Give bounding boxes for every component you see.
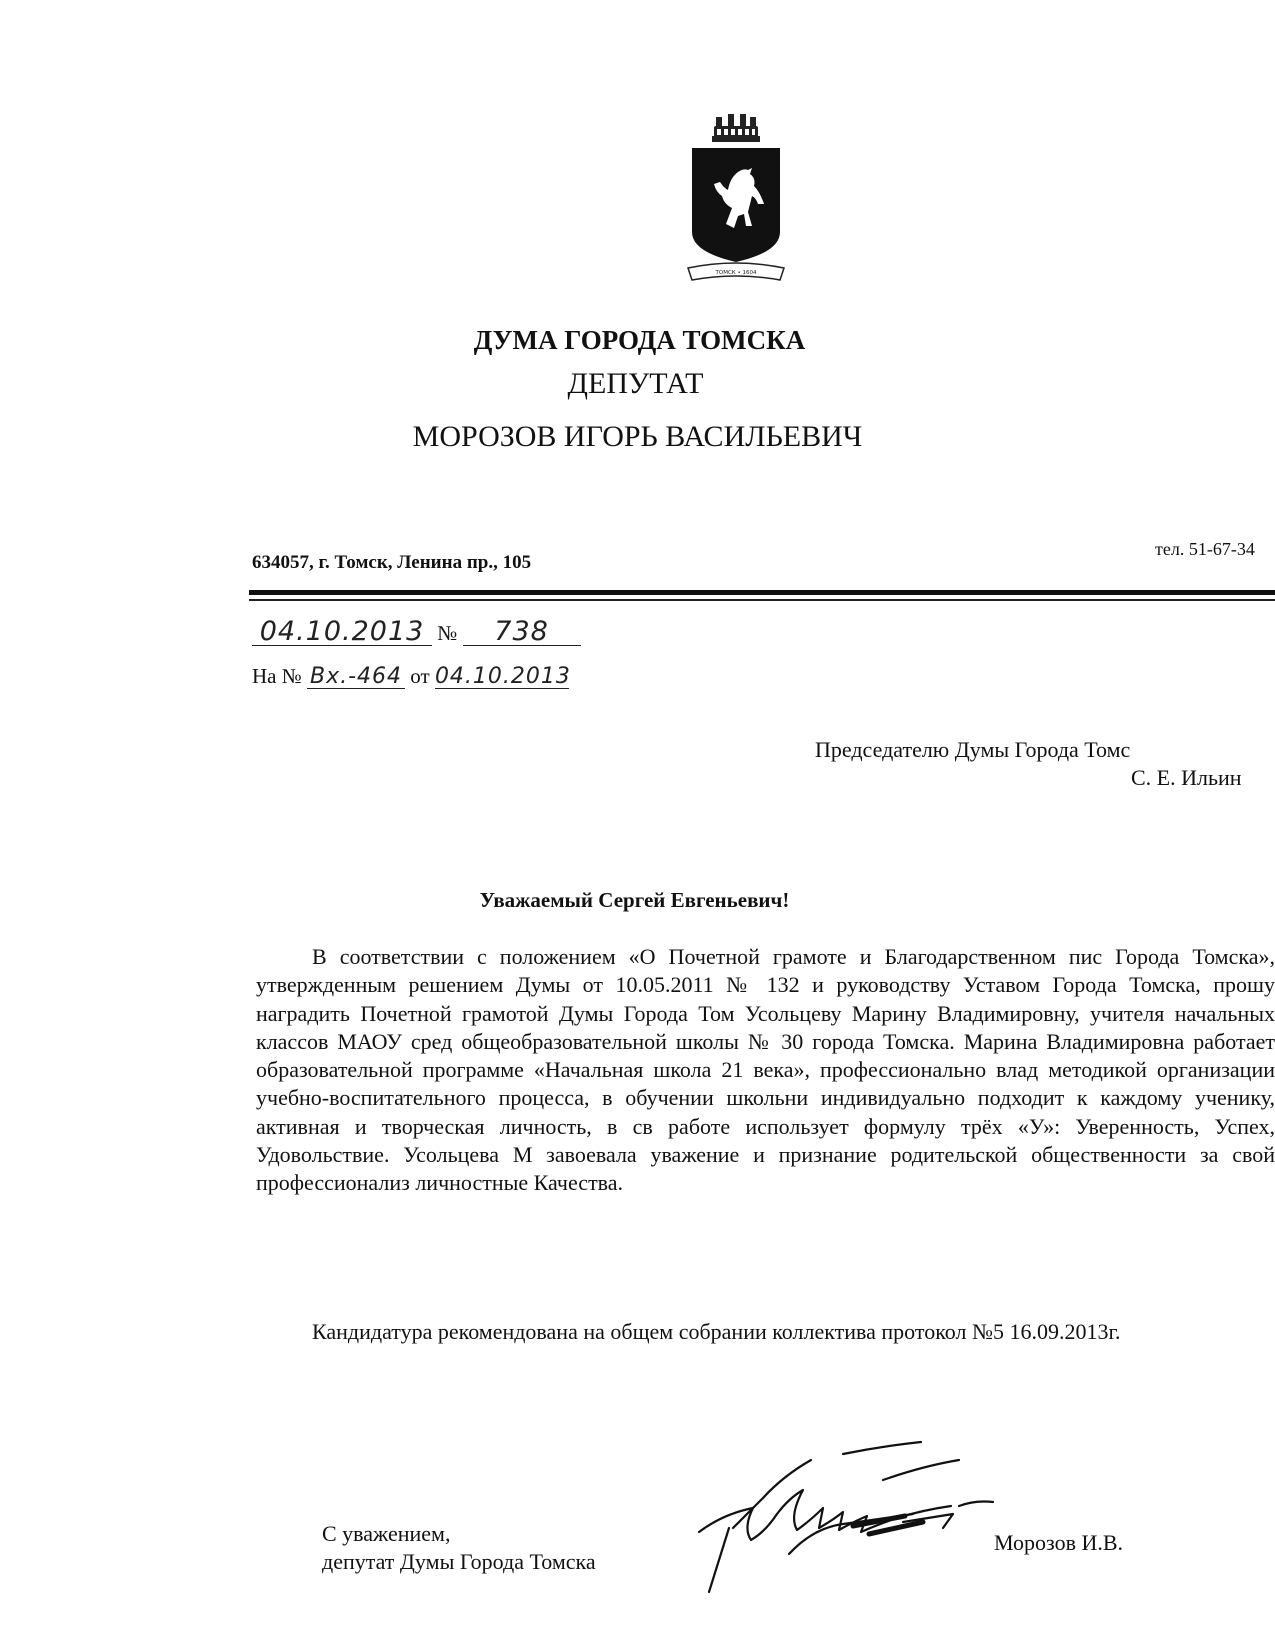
address: 634057, г. Томск, Ленина пр., 105: [252, 552, 532, 573]
tomsk-coat-of-arms-icon: [686, 112, 786, 284]
header-rule-thin: [249, 599, 1275, 601]
greeting: Уважаемый Сергей Евгеньевич!: [479, 888, 790, 912]
addressee-name: С. Е. Ильин: [1131, 765, 1242, 790]
organization-title: ДУМА ГОРОДА ТОМСКА: [473, 325, 806, 355]
signer-name: Морозов И.В.: [994, 1530, 1124, 1555]
incoming-registration: [252, 664, 569, 689]
header-rule-thick: [249, 590, 1275, 595]
handwritten-signature-icon: [693, 1436, 1013, 1636]
closing-line-2: депутат Думы Города Томска: [322, 1549, 596, 1574]
deputy-name: МОРОЗОВ ИГОРЬ ВАСИЛЬЕВИЧ: [412, 420, 863, 453]
phone: тел. 51-67-34: [1155, 539, 1255, 559]
body-paragraph-2: Кандидатура рекомендована на общем собрании коллектива протокол №5 16.09.2013г.: [312, 1319, 1121, 1344]
closing: [322, 1520, 596, 1576]
emblem-ribbon-text: ТОМСК • 1604: [715, 270, 757, 276]
position-title: ДЕПУТАТ: [567, 367, 704, 400]
reply-date: 04.10.2013: [434, 664, 571, 689]
closing-line-1: С уважением,: [322, 1521, 451, 1546]
reply-label: На №: [252, 664, 302, 688]
outgoing-number: 738: [463, 618, 581, 646]
body-paragraph-1: В соответствии с положением «О Почетной грамоте и Благодарственном пис Города Томска», утвержденным решением Думы от 10.05.2011 № 132 и руководству Уставом Города Томска, прошу наградить Почетной грамотой Думы Города Том Усольцеву Марину Владимировну, учителя начальных классов МАОУ сред общеобразовательной школы № 30 города Томска. Марина Владимировна работает образовательной программе «Начальная школа 21 века», профессионально влад методикой организации учебно-воспитательного процесса, в обучении школьни индивидуально подходит к каждому ученику, активная и творческая личность, в св работе использует формулу трёх «У»: Уверенность, Успех, Удовольствие. Усольцева М завоевала уважение и признание родительской общественности за свой профессионализ личностные Качества.: [256, 944, 1275, 1196]
reply-number: Вх.-464: [307, 666, 405, 689]
number-label: №: [437, 621, 458, 645]
reply-from-label: от: [410, 664, 430, 688]
outgoing-date: 04.10.2013: [252, 618, 432, 646]
outgoing-registration: [252, 618, 581, 646]
addressee-position: Председателю Думы Города Томс: [815, 737, 1131, 762]
